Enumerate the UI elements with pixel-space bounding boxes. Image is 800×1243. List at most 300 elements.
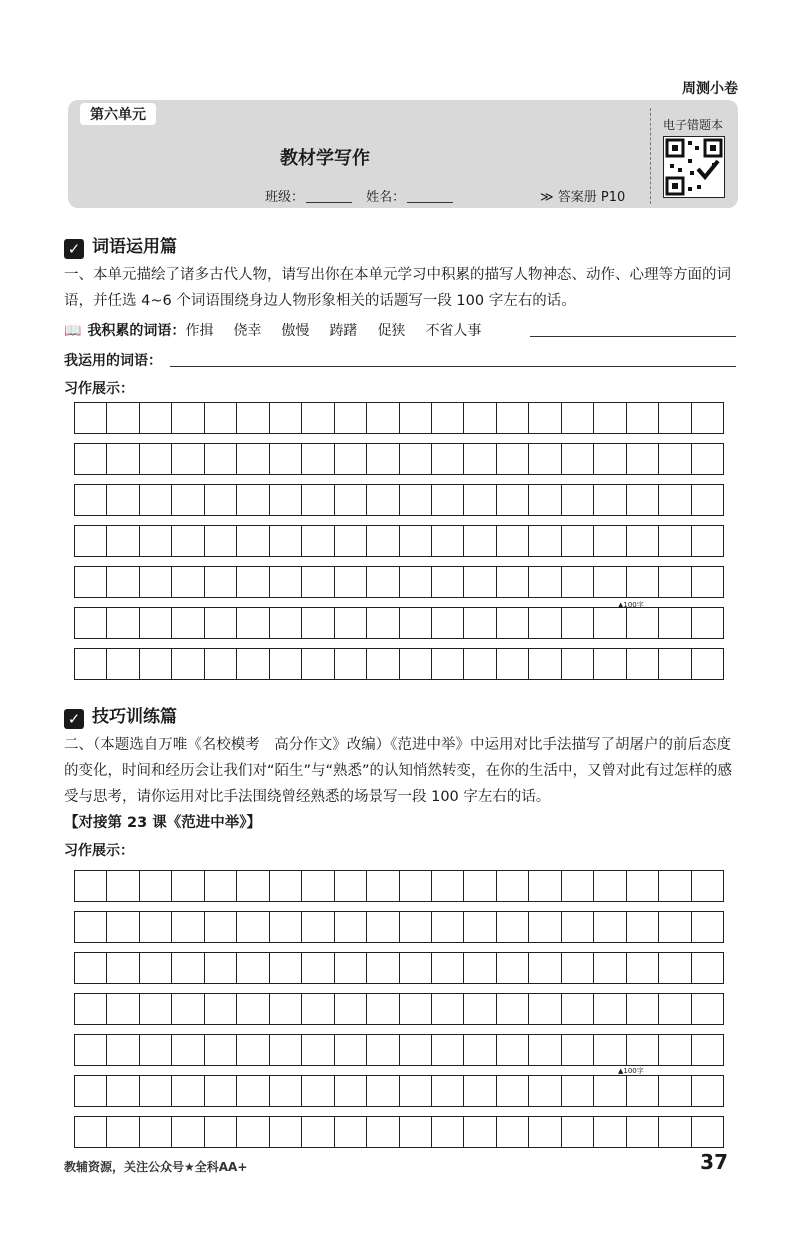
grid-cell[interactable] (172, 485, 204, 515)
grid-cell[interactable] (237, 567, 269, 597)
grid-cell[interactable] (302, 485, 334, 515)
grid-cell[interactable] (627, 444, 659, 474)
grid-cell[interactable] (335, 871, 367, 901)
grid-cell[interactable] (497, 649, 529, 679)
grid-cell[interactable] (432, 912, 464, 942)
grid-cell[interactable] (562, 1117, 594, 1147)
grid-cell[interactable] (335, 994, 367, 1024)
grid-cell[interactable] (237, 403, 269, 433)
grid-cell[interactable] (270, 871, 302, 901)
grid-cell[interactable] (237, 871, 269, 901)
grid-cell[interactable] (432, 871, 464, 901)
grid-cell[interactable] (594, 994, 626, 1024)
grid-cell[interactable] (172, 403, 204, 433)
grid-cell[interactable] (140, 485, 172, 515)
grid-cell[interactable] (627, 912, 659, 942)
grid-cell[interactable] (529, 403, 561, 433)
grid-cell[interactable] (302, 871, 334, 901)
grid-cell[interactable] (205, 1035, 237, 1065)
grid-cell[interactable] (237, 1035, 269, 1065)
grid-cell[interactable] (692, 953, 723, 983)
grid-cell[interactable] (107, 403, 139, 433)
grid-cell[interactable] (237, 953, 269, 983)
grid-cell[interactable] (367, 485, 399, 515)
grid-cell[interactable] (497, 485, 529, 515)
grid-cell[interactable] (335, 1117, 367, 1147)
grid-cell[interactable] (140, 649, 172, 679)
grid-cell[interactable] (529, 912, 561, 942)
grid-cell[interactable] (367, 444, 399, 474)
grid-cell[interactable] (400, 1035, 432, 1065)
grid-cell[interactable] (432, 994, 464, 1024)
grid-cell[interactable] (432, 444, 464, 474)
grid-cell[interactable] (140, 403, 172, 433)
grid-row[interactable] (74, 1116, 724, 1148)
grid-cell[interactable] (432, 1117, 464, 1147)
grid-cell[interactable] (140, 608, 172, 638)
grid-row[interactable] (74, 648, 724, 680)
grid-cell[interactable] (107, 526, 139, 556)
grid-cell[interactable] (692, 567, 723, 597)
grid-cell[interactable] (140, 871, 172, 901)
grid-cell[interactable] (594, 444, 626, 474)
grid-cell[interactable] (75, 1076, 107, 1106)
accum-extra-line[interactable] (530, 336, 736, 337)
grid-cell[interactable] (692, 526, 723, 556)
grid-cell[interactable] (627, 871, 659, 901)
grid-row[interactable] (74, 443, 724, 475)
grid-row[interactable] (74, 993, 724, 1025)
grid-cell[interactable] (107, 649, 139, 679)
grid-cell[interactable] (627, 953, 659, 983)
grid-cell[interactable] (270, 485, 302, 515)
grid-cell[interactable] (432, 608, 464, 638)
grid-cell[interactable] (400, 994, 432, 1024)
use-words-line[interactable] (170, 366, 736, 367)
grid-cell[interactable] (659, 1076, 691, 1106)
grid-cell[interactable] (529, 444, 561, 474)
grid-cell[interactable] (270, 526, 302, 556)
grid-cell[interactable] (497, 567, 529, 597)
grid-cell[interactable] (659, 567, 691, 597)
grid-cell[interactable] (172, 567, 204, 597)
grid-cell[interactable] (270, 1117, 302, 1147)
grid-cell[interactable] (205, 608, 237, 638)
grid-cell[interactable] (400, 444, 432, 474)
grid-cell[interactable] (335, 953, 367, 983)
grid-cell[interactable] (529, 1035, 561, 1065)
grid-cell[interactable] (335, 485, 367, 515)
grid-cell[interactable] (400, 608, 432, 638)
grid-cell[interactable] (107, 567, 139, 597)
grid-cell[interactable] (497, 994, 529, 1024)
grid-cell[interactable] (562, 1035, 594, 1065)
grid-cell[interactable] (75, 526, 107, 556)
grid-cell[interactable] (107, 444, 139, 474)
grid-row[interactable] (74, 525, 724, 557)
grid-cell[interactable] (367, 403, 399, 433)
grid-cell[interactable] (237, 608, 269, 638)
grid-cell[interactable] (205, 567, 237, 597)
grid-cell[interactable] (594, 1076, 626, 1106)
grid-cell[interactable] (594, 485, 626, 515)
grid-cell[interactable] (529, 1076, 561, 1106)
grid-row[interactable] (74, 952, 724, 984)
grid-row[interactable] (74, 607, 724, 639)
grid-cell[interactable] (464, 526, 496, 556)
grid-cell[interactable] (172, 608, 204, 638)
grid-cell[interactable] (692, 403, 723, 433)
grid-cell[interactable] (367, 1035, 399, 1065)
grid-row[interactable] (74, 484, 724, 516)
grid-cell[interactable] (270, 1035, 302, 1065)
grid-cell[interactable] (562, 1076, 594, 1106)
grid-cell[interactable] (562, 485, 594, 515)
grid-cell[interactable] (627, 1035, 659, 1065)
grid-cell[interactable] (75, 1117, 107, 1147)
grid-cell[interactable] (270, 953, 302, 983)
grid-cell[interactable] (692, 994, 723, 1024)
grid-cell[interactable] (627, 994, 659, 1024)
grid-cell[interactable] (270, 1076, 302, 1106)
grid-cell[interactable] (562, 871, 594, 901)
grid-cell[interactable] (335, 526, 367, 556)
grid-cell[interactable] (400, 649, 432, 679)
grid-cell[interactable] (237, 444, 269, 474)
grid-cell[interactable] (529, 608, 561, 638)
grid-cell[interactable] (107, 994, 139, 1024)
grid-cell[interactable] (529, 871, 561, 901)
grid-cell[interactable] (302, 1035, 334, 1065)
grid-cell[interactable] (464, 608, 496, 638)
qr-panel (650, 108, 735, 204)
grid-cell[interactable] (205, 953, 237, 983)
grid-cell[interactable] (400, 912, 432, 942)
grid-row[interactable] (74, 911, 724, 943)
grid-cell[interactable] (237, 485, 269, 515)
grid-cell[interactable] (367, 567, 399, 597)
grid-cell[interactable] (302, 567, 334, 597)
grid-cell[interactable] (692, 871, 723, 901)
grid-cell[interactable] (335, 444, 367, 474)
grid-cell[interactable] (562, 608, 594, 638)
grid-cell[interactable] (302, 608, 334, 638)
grid-cell[interactable] (594, 608, 626, 638)
class-field[interactable] (306, 190, 352, 203)
grid-cell[interactable] (432, 649, 464, 679)
grid-cell[interactable] (205, 444, 237, 474)
grid-cell[interactable] (400, 871, 432, 901)
grid-cell[interactable] (270, 994, 302, 1024)
grid-cell[interactable] (107, 608, 139, 638)
grid-cell[interactable] (464, 444, 496, 474)
grid-cell[interactable] (497, 1035, 529, 1065)
grid-cell[interactable] (270, 912, 302, 942)
grid-cell[interactable] (302, 526, 334, 556)
grid-cell[interactable] (270, 403, 302, 433)
grid-cell[interactable] (335, 649, 367, 679)
grid-cell[interactable] (367, 871, 399, 901)
grid-cell[interactable] (302, 1117, 334, 1147)
grid-cell[interactable] (562, 526, 594, 556)
grid-cell[interactable] (75, 403, 107, 433)
grid-cell[interactable] (205, 871, 237, 901)
grid-cell[interactable] (562, 953, 594, 983)
grid-cell[interactable] (237, 526, 269, 556)
grid-cell[interactable] (497, 403, 529, 433)
grid-cell[interactable] (172, 871, 204, 901)
grid-cell[interactable] (400, 953, 432, 983)
grid-cell[interactable] (692, 649, 723, 679)
grid-cell[interactable] (692, 912, 723, 942)
grid-cell[interactable] (270, 444, 302, 474)
grid-cell[interactable] (659, 444, 691, 474)
grid-cell[interactable] (627, 485, 659, 515)
grid-cell[interactable] (140, 444, 172, 474)
grid-cell[interactable] (270, 608, 302, 638)
grid-cell[interactable] (594, 1035, 626, 1065)
grid-row[interactable] (74, 566, 724, 598)
grid-cell[interactable] (107, 912, 139, 942)
grid-cell[interactable] (140, 994, 172, 1024)
grid-cell[interactable] (302, 994, 334, 1024)
grid-cell[interactable] (75, 871, 107, 901)
grid-cell[interactable] (594, 403, 626, 433)
grid-cell[interactable] (367, 1076, 399, 1106)
grid-cell[interactable] (529, 1117, 561, 1147)
grid-cell[interactable] (627, 526, 659, 556)
grid-cell[interactable] (367, 953, 399, 983)
grid-cell[interactable] (692, 1117, 723, 1147)
grid-cell[interactable] (172, 444, 204, 474)
grid-cell[interactable] (75, 444, 107, 474)
grid-cell[interactable] (594, 526, 626, 556)
grid-cell[interactable] (302, 953, 334, 983)
grid-cell[interactable] (562, 994, 594, 1024)
grid-cell[interactable] (107, 1117, 139, 1147)
grid-cell[interactable] (464, 912, 496, 942)
grid-cell[interactable] (497, 871, 529, 901)
grid-cell[interactable] (75, 649, 107, 679)
grid-cell[interactable] (237, 1117, 269, 1147)
grid-cell[interactable] (627, 403, 659, 433)
qr-code-icon[interactable] (663, 136, 725, 198)
grid-cell[interactable] (205, 1117, 237, 1147)
grid-cell[interactable] (205, 403, 237, 433)
grid-cell[interactable] (692, 1035, 723, 1065)
grid-cell[interactable] (140, 1076, 172, 1106)
grid-cell[interactable] (432, 403, 464, 433)
grid-cell[interactable] (140, 567, 172, 597)
grid-cell[interactable] (529, 567, 561, 597)
grid-cell[interactable] (529, 953, 561, 983)
grid-cell[interactable] (367, 1117, 399, 1147)
grid-cell[interactable] (75, 994, 107, 1024)
grid-cell[interactable] (562, 567, 594, 597)
grid-cell[interactable] (627, 567, 659, 597)
grid-cell[interactable] (627, 1117, 659, 1147)
grid-cell[interactable] (562, 403, 594, 433)
grid-cell[interactable] (367, 994, 399, 1024)
grid-cell[interactable] (432, 567, 464, 597)
grid-cell[interactable] (205, 526, 237, 556)
grid-cell[interactable] (594, 912, 626, 942)
grid-cell[interactable] (172, 994, 204, 1024)
grid-cell[interactable] (400, 403, 432, 433)
grid-cell[interactable] (659, 1035, 691, 1065)
grid-cell[interactable] (497, 912, 529, 942)
grid-cell[interactable] (529, 485, 561, 515)
grid-cell[interactable] (335, 912, 367, 942)
grid-cell[interactable] (497, 1117, 529, 1147)
grid-cell[interactable] (172, 1076, 204, 1106)
grid-cell[interactable] (107, 1035, 139, 1065)
grid-cell[interactable] (367, 912, 399, 942)
grid-cell[interactable] (627, 1076, 659, 1106)
grid-cell[interactable] (302, 444, 334, 474)
grid-cell[interactable] (172, 526, 204, 556)
grid-cell[interactable] (529, 994, 561, 1024)
grid-cell[interactable] (400, 485, 432, 515)
grid-cell[interactable] (172, 912, 204, 942)
grid-cell[interactable] (270, 649, 302, 679)
grid-cell[interactable] (659, 485, 691, 515)
grid-cell[interactable] (302, 403, 334, 433)
grid-cell[interactable] (659, 403, 691, 433)
grid-cell[interactable] (335, 1035, 367, 1065)
grid-cell[interactable] (594, 567, 626, 597)
grid-cell[interactable] (140, 912, 172, 942)
grid-cell[interactable] (562, 912, 594, 942)
grid-cell[interactable] (172, 1035, 204, 1065)
grid-cell[interactable] (594, 953, 626, 983)
grid-cell[interactable] (432, 526, 464, 556)
grid-cell[interactable] (302, 649, 334, 679)
grid-cell[interactable] (464, 1117, 496, 1147)
grid-cell[interactable] (594, 1117, 626, 1147)
grid-cell[interactable] (75, 608, 107, 638)
grid-cell[interactable] (107, 953, 139, 983)
grid-cell[interactable] (562, 444, 594, 474)
grid-cell[interactable] (335, 608, 367, 638)
grid-cell[interactable] (107, 485, 139, 515)
grid-cell[interactable] (464, 485, 496, 515)
grid-cell[interactable] (627, 649, 659, 679)
grid-cell[interactable] (302, 1076, 334, 1106)
grid-cell[interactable] (205, 649, 237, 679)
grid-cell[interactable] (659, 526, 691, 556)
grid-cell[interactable] (172, 649, 204, 679)
grid-cell[interactable] (75, 1035, 107, 1065)
grid-cell[interactable] (75, 567, 107, 597)
grid-cell[interactable] (237, 649, 269, 679)
grid-cell[interactable] (464, 1076, 496, 1106)
grid-cell[interactable] (140, 1117, 172, 1147)
grid-cell[interactable] (335, 567, 367, 597)
grid-cell[interactable] (172, 953, 204, 983)
grid-cell[interactable] (432, 953, 464, 983)
grid-cell[interactable] (529, 526, 561, 556)
grid-cell[interactable] (464, 871, 496, 901)
grid-cell[interactable] (367, 526, 399, 556)
grid-cell[interactable] (627, 608, 659, 638)
grid-cell[interactable] (335, 403, 367, 433)
grid-cell[interactable] (497, 953, 529, 983)
grid-cell[interactable] (140, 953, 172, 983)
grid-cell[interactable] (464, 1035, 496, 1065)
grid-cell[interactable] (140, 1035, 172, 1065)
grid-cell[interactable] (237, 994, 269, 1024)
grid-cell[interactable] (237, 1076, 269, 1106)
grid-cell[interactable] (75, 485, 107, 515)
grid-cell[interactable] (692, 608, 723, 638)
grid-cell[interactable] (75, 912, 107, 942)
grid-cell[interactable] (270, 567, 302, 597)
grid-cell[interactable] (205, 485, 237, 515)
grid-cell[interactable] (497, 444, 529, 474)
grid-cell[interactable] (692, 444, 723, 474)
grid-cell[interactable] (659, 912, 691, 942)
grid-cell[interactable] (75, 953, 107, 983)
grid-cell[interactable] (335, 1076, 367, 1106)
grid-cell[interactable] (659, 1117, 691, 1147)
grid-cell[interactable] (400, 526, 432, 556)
grid-cell[interactable] (302, 912, 334, 942)
grid-cell[interactable] (432, 1035, 464, 1065)
grid-cell[interactable] (464, 649, 496, 679)
grid-cell[interactable] (172, 1117, 204, 1147)
grid-cell[interactable] (659, 994, 691, 1024)
grid-cell[interactable] (400, 1117, 432, 1147)
grid-cell[interactable] (464, 953, 496, 983)
grid-cell[interactable] (107, 1076, 139, 1106)
grid-row[interactable] (74, 402, 724, 434)
grid-cell[interactable] (529, 649, 561, 679)
grid-cell[interactable] (140, 526, 172, 556)
name-field[interactable] (407, 190, 453, 203)
grid-cell[interactable] (692, 485, 723, 515)
grid-row[interactable] (74, 1034, 724, 1066)
grid-cell[interactable] (594, 871, 626, 901)
grid-cell[interactable] (400, 1076, 432, 1106)
grid-cell[interactable] (659, 608, 691, 638)
grid-cell[interactable] (464, 994, 496, 1024)
grid-cell[interactable] (562, 649, 594, 679)
grid-row[interactable] (74, 870, 724, 902)
grid-cell[interactable] (464, 403, 496, 433)
grid-cell[interactable] (659, 953, 691, 983)
grid-cell[interactable] (432, 1076, 464, 1106)
grid-cell[interactable] (659, 649, 691, 679)
grid-cell[interactable] (497, 1076, 529, 1106)
grid-cell[interactable] (497, 608, 529, 638)
grid-cell[interactable] (205, 912, 237, 942)
grid-cell[interactable] (497, 526, 529, 556)
grid-cell[interactable] (107, 871, 139, 901)
grid-cell[interactable] (659, 871, 691, 901)
grid-cell[interactable] (205, 1076, 237, 1106)
grid-cell[interactable] (400, 567, 432, 597)
grid-cell[interactable] (594, 649, 626, 679)
grid-cell[interactable] (367, 649, 399, 679)
grid-row[interactable] (74, 1075, 724, 1107)
grid-cell[interactable] (237, 912, 269, 942)
grid-cell[interactable] (464, 567, 496, 597)
grid-cell[interactable] (692, 1076, 723, 1106)
grid-cell[interactable] (367, 608, 399, 638)
grid-cell[interactable] (205, 994, 237, 1024)
grid-cell[interactable] (432, 485, 464, 515)
